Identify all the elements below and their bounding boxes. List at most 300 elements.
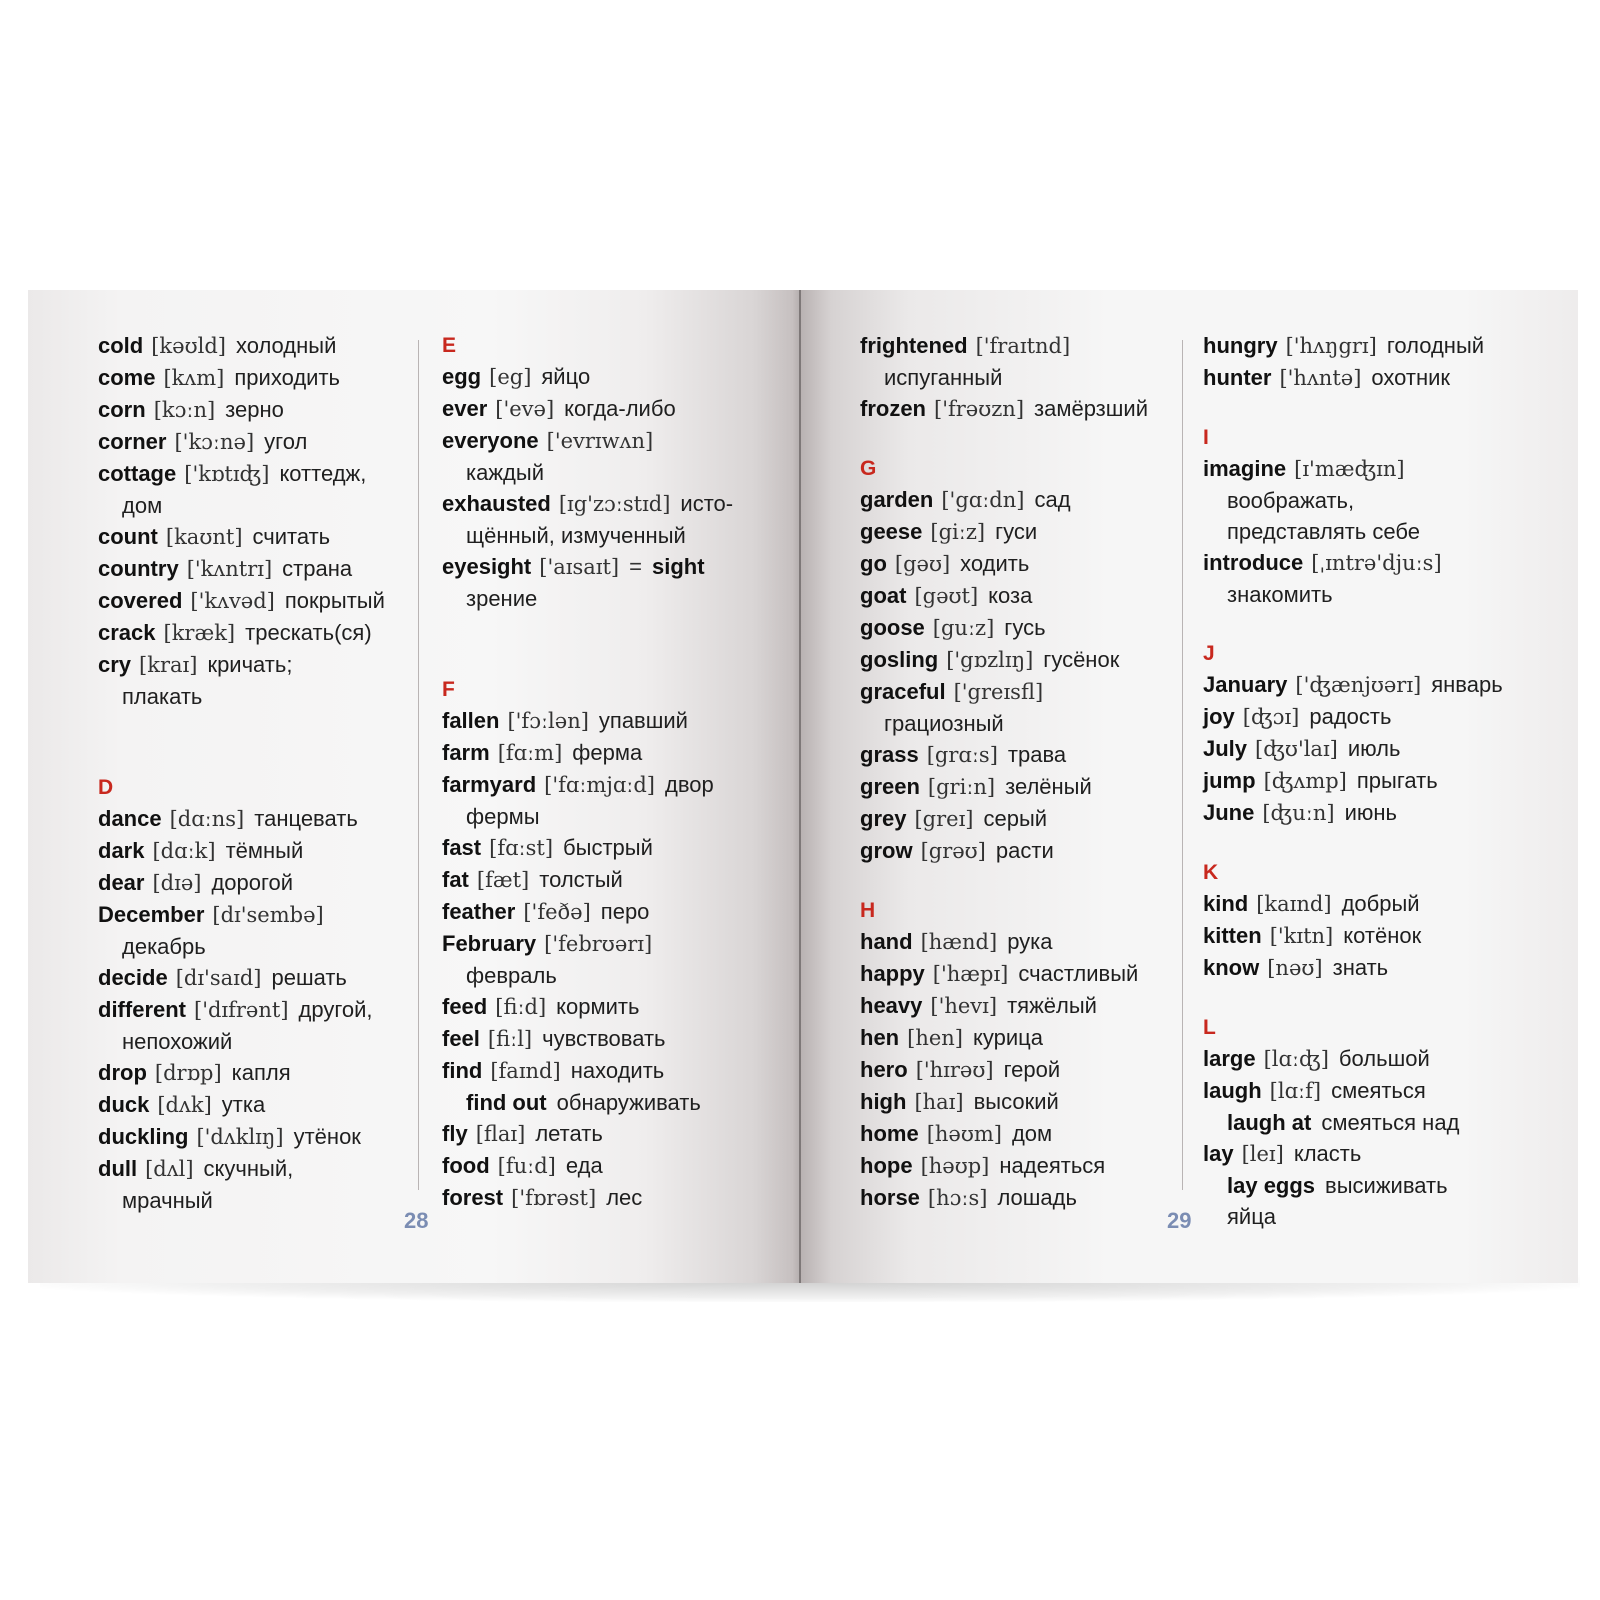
transcription: [grɑːs] xyxy=(926,743,998,767)
translation-continued: воображать, xyxy=(1227,488,1355,513)
letter-heading-i: I xyxy=(1203,426,1209,449)
dictionary-entry xyxy=(442,1182,772,1214)
headword: fallen xyxy=(442,708,500,733)
headword: garden xyxy=(860,487,934,512)
translation: еда xyxy=(565,1153,603,1178)
transcription: [gəʊ] xyxy=(894,552,951,576)
phrase: find out xyxy=(466,1090,547,1115)
transcription: [ɪ'mæʤɪn] xyxy=(1294,457,1405,481)
dictionary-entry xyxy=(98,585,428,617)
transcription: [dɪ'saɪd] xyxy=(175,966,262,990)
translation-continued: дом xyxy=(122,493,163,518)
translation: капля xyxy=(231,1060,291,1085)
transcription: [fiːd] xyxy=(495,995,547,1019)
entry-list-f2 xyxy=(442,1118,772,1214)
transcription: ['feðə] xyxy=(523,900,591,924)
dictionary-entry xyxy=(860,1182,1190,1214)
letter-heading-k: K xyxy=(1203,861,1219,884)
headword: know xyxy=(1203,955,1260,980)
translation: находить xyxy=(570,1058,665,1083)
dictionary-entry xyxy=(98,553,428,585)
translation: лошадь xyxy=(997,1185,1077,1210)
entry-list-i xyxy=(1203,453,1533,610)
headword: January xyxy=(1203,672,1288,697)
translation: июль xyxy=(1347,736,1401,761)
headword: happy xyxy=(860,961,925,986)
headword: grey xyxy=(860,806,907,831)
headword: dear xyxy=(98,870,145,895)
headword: corn xyxy=(98,397,146,422)
headword: decide xyxy=(98,965,168,990)
dictionary-column-4 xyxy=(1203,330,1533,1232)
dictionary-entry xyxy=(1203,920,1533,952)
transcription: ['gɒzlɪŋ] xyxy=(946,648,1034,672)
headword: dull xyxy=(98,1156,138,1181)
transcription: [dɪə] xyxy=(152,871,202,895)
transcription: [kəʊld] xyxy=(151,334,226,358)
translation: январь xyxy=(1431,672,1503,697)
dictionary-entry xyxy=(1203,669,1533,701)
transcription: ['evrɪwʌn] xyxy=(546,429,654,453)
dictionary-column-2 xyxy=(442,330,772,1214)
transcription: [fiːl] xyxy=(487,1027,533,1051)
dictionary-entry xyxy=(98,1153,428,1185)
transcription: [haɪ] xyxy=(914,1090,964,1114)
translation: лес xyxy=(606,1185,643,1210)
translation: высокий xyxy=(973,1089,1059,1114)
translation: тяжёлый xyxy=(1007,993,1097,1018)
dictionary-entry xyxy=(1203,1138,1533,1170)
headword: heavy xyxy=(860,993,923,1018)
translation: решать xyxy=(271,965,347,990)
transcription: ['hʌŋgrɪ] xyxy=(1285,334,1377,358)
headword: dance xyxy=(98,806,162,831)
translation: коза xyxy=(988,583,1033,608)
dictionary-entry xyxy=(442,488,772,520)
dictionary-entry xyxy=(98,649,428,681)
translation-continued: щённый, измученный xyxy=(466,523,686,548)
transcription: [flaɪ] xyxy=(475,1122,526,1146)
dictionary-entry xyxy=(442,832,772,864)
headword: high xyxy=(860,1089,907,1114)
dictionary-entry xyxy=(860,990,1190,1022)
translation: рука xyxy=(1007,929,1053,954)
translation: двор xyxy=(665,772,714,797)
headword: find xyxy=(442,1058,483,1083)
translation: обнаруживать xyxy=(556,1090,701,1115)
translation: другой, xyxy=(298,997,373,1022)
dictionary-entry xyxy=(860,958,1190,990)
translation: добрый xyxy=(1341,891,1420,916)
headword: everyone xyxy=(442,428,539,453)
translation: радость xyxy=(1309,704,1392,729)
headword: egg xyxy=(442,364,482,389)
phrase: laugh at xyxy=(1227,1110,1312,1135)
translation: голодный xyxy=(1386,333,1485,358)
translation-continued: фермы xyxy=(466,804,540,829)
transcription: [dɪ'sembə] xyxy=(212,903,324,927)
transcription: [guːz] xyxy=(932,616,995,640)
dictionary-entry xyxy=(1203,547,1533,579)
dictionary-entry xyxy=(1203,1075,1533,1107)
translation-continued: непохожий xyxy=(122,1029,233,1054)
transcription: [kɔːn] xyxy=(153,398,216,422)
entry-list-c xyxy=(98,330,428,712)
headword: goat xyxy=(860,583,907,608)
translation: страна xyxy=(282,556,353,581)
letter-heading-j: J xyxy=(1203,642,1215,665)
transcription: [ʤʌmp] xyxy=(1263,769,1347,793)
translation: смеяться xyxy=(1331,1078,1426,1103)
headword: hen xyxy=(860,1025,900,1050)
headword: cold xyxy=(98,333,144,358)
entry-list-d xyxy=(98,803,428,1216)
phrase-entry xyxy=(442,1087,772,1118)
translation-continued: февраль xyxy=(466,963,557,988)
book-spine xyxy=(799,290,801,1283)
dictionary-entry xyxy=(442,361,772,393)
transcription: [dʌk] xyxy=(157,1093,212,1117)
dictionary-entry xyxy=(860,926,1190,958)
headword: hungry xyxy=(1203,333,1278,358)
translation: танцевать xyxy=(254,806,358,831)
translation: когда-либо xyxy=(564,396,676,421)
transcription: [grəʊ] xyxy=(920,839,986,863)
transcription: ['hʌntə] xyxy=(1279,366,1362,390)
translation: трава xyxy=(1007,742,1067,767)
translation: большой xyxy=(1338,1046,1430,1071)
translation: прыгать xyxy=(1356,768,1438,793)
entry-list-e xyxy=(442,361,772,551)
translation: смеяться над xyxy=(1321,1110,1460,1135)
dictionary-entry xyxy=(442,1150,772,1182)
dictionary-entry xyxy=(860,516,1190,548)
entry-list-h-cont xyxy=(1203,330,1533,394)
transcription: [lɑːʤ] xyxy=(1263,1047,1329,1071)
transcription: [kaɪnd] xyxy=(1256,892,1332,916)
entry-list-l2 xyxy=(1203,1138,1533,1170)
dictionary-entry xyxy=(860,676,1190,708)
translation: дом xyxy=(1011,1121,1053,1146)
translation: курица xyxy=(973,1025,1043,1050)
translation: холодный xyxy=(235,333,337,358)
transcription: [gəʊt] xyxy=(914,584,979,608)
dictionary-entry xyxy=(860,484,1190,516)
dictionary-entry xyxy=(98,330,428,362)
transcription: [eg] xyxy=(489,365,532,389)
headword: June xyxy=(1203,800,1255,825)
headword: duck xyxy=(98,1092,150,1117)
letter-heading-f: F xyxy=(442,678,455,701)
headword: fast xyxy=(442,835,482,860)
transcription: [kraɪ] xyxy=(139,653,198,677)
transcription: [kræk] xyxy=(163,621,236,645)
translation: скучный, xyxy=(203,1156,294,1181)
dictionary-column-3 xyxy=(860,330,1190,1214)
dictionary-entry xyxy=(860,739,1190,771)
headword: graceful xyxy=(860,679,946,704)
equals-sign: = xyxy=(629,554,642,579)
transcription: ['kɪtn] xyxy=(1269,924,1334,948)
translation: ходить xyxy=(960,551,1030,576)
translation: угол xyxy=(264,429,308,454)
dictionary-entry xyxy=(98,835,428,867)
transcription: [griːn] xyxy=(927,775,996,799)
dictionary-entry xyxy=(98,362,428,394)
transcription: [kaʊnt] xyxy=(165,525,243,549)
dictionary-entry xyxy=(1203,362,1533,394)
transcription: [ʤɔɪ] xyxy=(1242,705,1300,729)
transcription: ['dʌklɪŋ] xyxy=(196,1125,284,1149)
translation-continued: декабрь xyxy=(122,934,206,959)
headword: grow xyxy=(860,838,913,863)
headword: duckling xyxy=(98,1124,189,1149)
translation: класть xyxy=(1293,1141,1362,1166)
dictionary-entry xyxy=(98,1057,428,1089)
translation: быстрый xyxy=(563,835,653,860)
headword: horse xyxy=(860,1185,920,1210)
translation: исто- xyxy=(680,491,734,516)
translation: зелёный xyxy=(1005,774,1092,799)
dictionary-entry xyxy=(98,617,428,649)
dictionary-entry xyxy=(442,1023,772,1055)
transcription: ['greɪsfl] xyxy=(953,680,1044,704)
dictionary-entry xyxy=(98,803,428,835)
dictionary-entry xyxy=(860,1086,1190,1118)
dictionary-entry xyxy=(98,521,428,553)
dictionary-entry xyxy=(98,394,428,426)
dictionary-entry xyxy=(442,769,772,801)
headword: kitten xyxy=(1203,923,1262,948)
translation: кричать; xyxy=(207,652,293,677)
translation: зерно xyxy=(225,397,284,422)
transcription: [hɔːs] xyxy=(927,1186,988,1210)
headword: cry xyxy=(98,652,132,677)
dictionary-entry xyxy=(860,330,1190,362)
translation-continued: мрачный xyxy=(122,1188,213,1213)
translation: ферма xyxy=(572,740,643,765)
transcription: [həʊp] xyxy=(920,1154,990,1178)
dictionary-entry xyxy=(860,803,1190,835)
translation-continued: плакать xyxy=(122,684,203,709)
headword: feather xyxy=(442,899,516,924)
translation: котёнок xyxy=(1343,923,1422,948)
translation-continued: яйца xyxy=(1227,1204,1277,1229)
headword: hero xyxy=(860,1057,908,1082)
phrase-entry xyxy=(1203,1170,1533,1201)
entry-list-f-cont xyxy=(860,330,1190,425)
headword: hunter xyxy=(1203,365,1272,390)
dictionary-entry xyxy=(442,551,772,583)
entry-list-h xyxy=(860,926,1190,1214)
headword: feel xyxy=(442,1026,480,1051)
transcription: [kʌm] xyxy=(163,366,225,390)
translation: утёнок xyxy=(293,1124,361,1149)
letter-heading-l: L xyxy=(1203,1016,1216,1039)
transcription: [drɒp] xyxy=(154,1061,222,1085)
dictionary-entry xyxy=(442,864,772,896)
dictionary-entry xyxy=(98,1089,428,1121)
dictionary-entry xyxy=(1203,453,1533,485)
translation-continued: грациозный xyxy=(884,711,1004,736)
transcription: [fuːd] xyxy=(497,1154,556,1178)
transcription: [ɪg'zɔːstɪd] xyxy=(558,492,671,516)
headword: December xyxy=(98,902,205,927)
dictionary-entry xyxy=(442,425,772,457)
translation: кормить xyxy=(556,994,640,1019)
dictionary-entry xyxy=(442,991,772,1023)
entry-list-f xyxy=(442,705,772,1087)
translation: упавший xyxy=(598,708,688,733)
translation: знать xyxy=(1332,955,1389,980)
headword: goose xyxy=(860,615,925,640)
headword: different xyxy=(98,997,186,1022)
translation: охотник xyxy=(1371,365,1451,390)
translation: замёрзший xyxy=(1034,396,1149,421)
translation-continued: знакомить xyxy=(1227,582,1333,607)
headword: joy xyxy=(1203,704,1235,729)
dictionary-entry xyxy=(442,705,772,737)
dictionary-entry xyxy=(442,393,772,425)
headword: hope xyxy=(860,1153,913,1178)
translation: покрытый xyxy=(284,588,385,613)
dictionary-entry xyxy=(860,580,1190,612)
translation: считать xyxy=(252,524,331,549)
translation: герой xyxy=(1003,1057,1061,1082)
transcription: ['kʌntrɪ] xyxy=(186,557,273,581)
transcription: [dɑːns] xyxy=(169,807,245,831)
dictionary-entry xyxy=(1203,733,1533,765)
headword: lay xyxy=(1203,1141,1234,1166)
entry-list-k xyxy=(1203,888,1533,984)
dictionary-entry xyxy=(442,896,772,928)
translation: утка xyxy=(221,1092,266,1117)
translation: тёмный xyxy=(225,838,304,863)
transcription: ['fɔːlən] xyxy=(507,709,589,733)
headword: hand xyxy=(860,929,913,954)
transcription: [hen] xyxy=(907,1026,963,1050)
transcription: ['hæpɪ] xyxy=(932,962,1009,986)
translation: расти xyxy=(995,838,1054,863)
dictionary-entry xyxy=(442,928,772,960)
transcription: ['kɔːnə] xyxy=(174,430,255,454)
phrase-entry xyxy=(1203,1107,1533,1138)
headword: covered xyxy=(98,588,183,613)
translation: дорогой xyxy=(211,870,294,895)
transcription: ['evə] xyxy=(495,397,555,421)
headword: go xyxy=(860,551,887,576)
translation-continued: представлять себе xyxy=(1227,519,1420,544)
translation: приходить xyxy=(234,365,340,390)
dictionary-entry xyxy=(1203,797,1533,829)
transcription: ['hɪrəʊ] xyxy=(915,1058,994,1082)
headword: drop xyxy=(98,1060,147,1085)
cross-reference: sight xyxy=(651,554,705,579)
dictionary-entry xyxy=(1203,765,1533,797)
dictionary-entry xyxy=(98,994,428,1026)
translation: чувствовать xyxy=(542,1026,666,1051)
translation: гусёнок xyxy=(1043,647,1120,672)
headword: food xyxy=(442,1153,490,1178)
transcription: [fɑːst] xyxy=(489,836,554,860)
transcription: ['ʤænjʊərɪ] xyxy=(1295,673,1422,697)
translation: гусь xyxy=(1004,615,1046,640)
headword: cottage xyxy=(98,461,177,486)
letter-heading-h: H xyxy=(860,899,876,922)
transcription: [nəʊ] xyxy=(1267,956,1323,980)
translation: толстый xyxy=(539,867,623,892)
dictionary-entry xyxy=(1203,701,1533,733)
dictionary-entry xyxy=(442,1118,772,1150)
dictionary-entry xyxy=(98,867,428,899)
transcription: ['dɪfrənt] xyxy=(194,998,289,1022)
transcription: ['gɑːdn] xyxy=(941,488,1025,512)
letter-heading-d: D xyxy=(98,776,114,799)
headword: home xyxy=(860,1121,919,1146)
translation-continued: зрение xyxy=(466,586,538,611)
transcription: [ˌɪntrə'djuːs] xyxy=(1311,551,1442,575)
headword: July xyxy=(1203,736,1248,761)
translation: коттедж, xyxy=(279,461,367,486)
headword: crack xyxy=(98,620,156,645)
dictionary-entry xyxy=(860,1054,1190,1086)
dictionary-column-1 xyxy=(98,330,428,1216)
headword: count xyxy=(98,524,158,549)
dictionary-entry xyxy=(1203,1043,1533,1075)
headword: ever xyxy=(442,396,488,421)
phrase: lay eggs xyxy=(1227,1173,1316,1198)
dictionary-entry xyxy=(860,644,1190,676)
dictionary-entry xyxy=(1203,888,1533,920)
headword: corner xyxy=(98,429,167,454)
transcription: ['hevɪ] xyxy=(930,994,998,1018)
headword: imagine xyxy=(1203,456,1287,481)
transcription: [giːz] xyxy=(930,520,986,544)
transcription: ['aɪsaɪt] xyxy=(539,555,620,579)
letter-heading-e: E xyxy=(442,334,457,357)
transcription: ['febrʊərɪ] xyxy=(544,932,653,956)
transcription: [faɪnd] xyxy=(490,1059,561,1083)
translation: сад xyxy=(1034,487,1071,512)
headword: exhausted xyxy=(442,491,551,516)
page-number-right: 29 xyxy=(1167,1208,1192,1233)
translation: серый xyxy=(983,806,1048,831)
headword: fly xyxy=(442,1121,468,1146)
page-number-left: 28 xyxy=(404,1208,429,1233)
headword: gosling xyxy=(860,647,939,672)
dictionary-entry xyxy=(1203,952,1533,984)
dictionary-entry xyxy=(98,426,428,458)
dictionary-entry xyxy=(860,1118,1190,1150)
headword: introduce xyxy=(1203,550,1304,575)
transcription: ['fɒrəst] xyxy=(511,1186,597,1210)
translation: высиживать xyxy=(1325,1173,1448,1198)
translation: летать xyxy=(535,1121,603,1146)
transcription: ['kʌvəd] xyxy=(190,589,275,613)
transcription: [fɑːm] xyxy=(497,741,563,765)
transcription: ['frəʊzn] xyxy=(934,397,1025,421)
entry-list-g xyxy=(860,484,1190,867)
translation-continued: испуганный xyxy=(884,365,1003,390)
translation: гуси xyxy=(995,519,1038,544)
dictionary-entry xyxy=(860,548,1190,580)
transcription: ['fraɪtnd] xyxy=(975,334,1071,358)
transcription: [ʤʊ'laɪ] xyxy=(1255,737,1338,761)
transcription: ['fɑːmjɑːd] xyxy=(544,773,655,797)
transcription: ['kɒtɪʤ] xyxy=(184,462,270,486)
headword: February xyxy=(442,931,537,956)
dictionary-entry xyxy=(98,962,428,994)
